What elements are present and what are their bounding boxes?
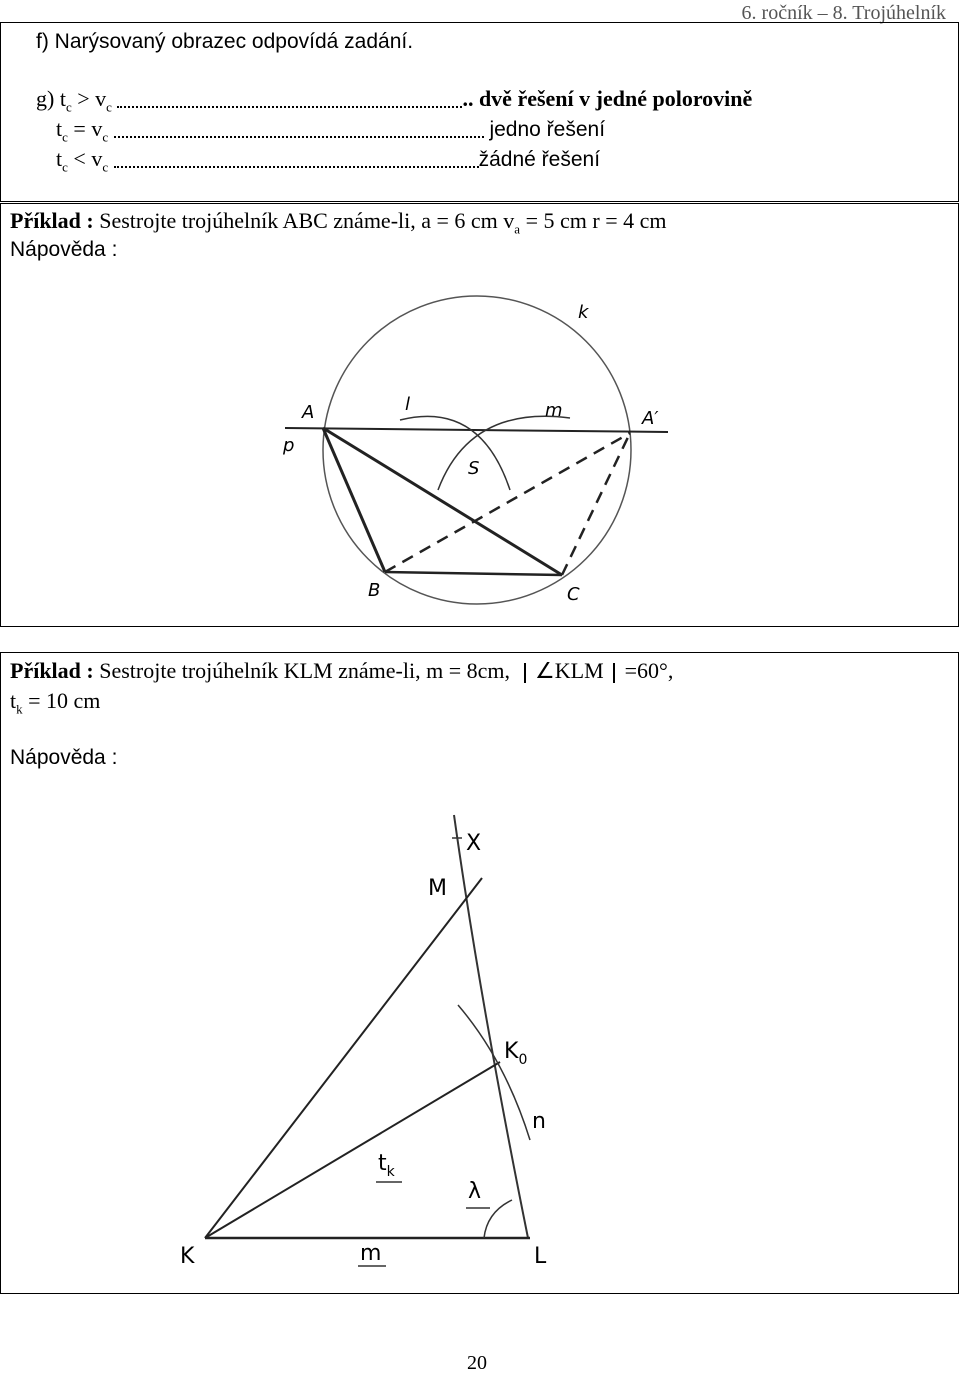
label-lambda: λ [468,1179,482,1204]
angle-arc [484,1200,512,1238]
label-K: K [180,1244,195,1269]
g-row-equal: $t_c = v_c$ jedno řešení [56,116,606,145]
label-m: m [545,400,563,421]
label-A: A [302,402,315,423]
page-header: 6. ročník – 8. Trojúhelník [741,2,946,24]
side-BC [385,572,562,575]
example1-statement: Příklad : Sestrojte trojúhelník ABC známe-li, a = 6 cm $v_a = 5$ cm r = 4 cm [10,208,667,237]
example2-statement: Příklad : Sestrojte trojúhelník KLM známe-li, m = 8cm, ∠KLM =60°, [10,658,674,683]
label-C: C [567,584,580,605]
label-n: n [532,1109,546,1134]
line-KK0 [205,1062,500,1238]
label-m: m [360,1241,382,1266]
label-X: X [466,831,482,856]
line-p [285,428,668,432]
example2-tk: $t_k = 10$ cm [10,688,101,717]
label-B: B [368,580,381,601]
label-A-prime: A′ [642,408,659,429]
label-p: p [283,435,295,456]
label-M: M [428,876,447,901]
arc-l [400,416,510,490]
g-row-less: $t_c < v_c$ žádné řešení [56,146,601,175]
g-row-greater: g) $t_c > v_c$ .. dvě řešení v jedné polorovině [36,86,753,115]
page-number: 20 [467,1352,487,1374]
circle-k [323,296,631,604]
label-tk: $t_k$ [378,1151,395,1180]
label-L: L [534,1244,547,1269]
arc-n [458,1005,530,1140]
side-AB [323,428,385,572]
dashed-CA2 [562,433,630,575]
example2-construction [0,780,960,1300]
angle-symbol: ∠ [535,658,555,683]
example2-hint: Nápověda : [10,746,118,769]
label-k: k [578,302,589,323]
label-l: l [405,394,411,415]
ray-LX [454,815,528,1238]
label-S: S [468,458,480,479]
example1-construction [0,0,960,630]
label-K0: $K_0$ [504,1039,528,1068]
example1-hint: Nápověda : [10,238,118,261]
side-AC [323,428,562,575]
line-KM [205,878,482,1238]
f-statement: f) Narýsovaný obrazec odpovídá zadání. [36,30,414,53]
